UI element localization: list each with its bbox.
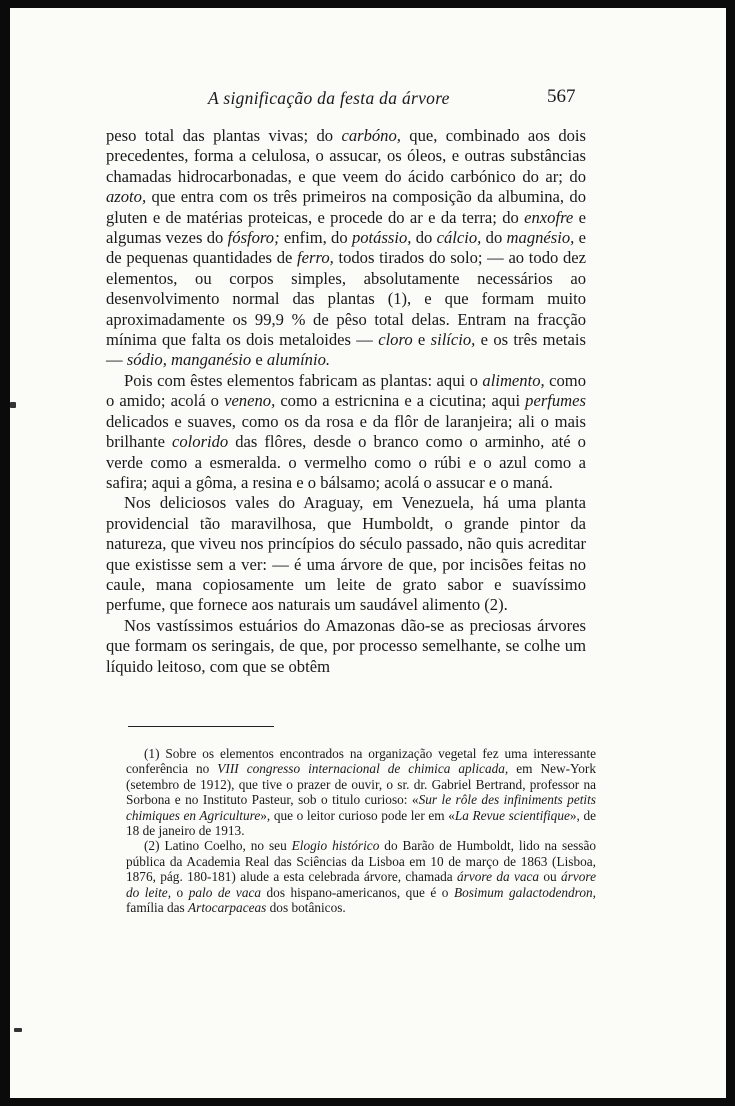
italic-text: alumínio. — [266, 350, 331, 370]
text-run: que entra com os três primeiros na composição da albumina, do gluten e de matérias proteicas, e procede do ar e da terra; do — [106, 187, 586, 227]
italic-text: árvore da vaca — [457, 869, 540, 885]
italic-text: La Revue scientifique — [454, 807, 570, 823]
text-run: família das — [126, 900, 189, 916]
text-run: das flôres, desde o branco como o arminho, até o verde como a esmeralda. o vermelho como o rúbi e o azul como a safira; aqui a gôma, a resina e o bálsamo; acolá o assucar e o maná. — [106, 432, 586, 492]
italic-text: VIII congresso internacional de chimica aplicada, — [217, 761, 509, 777]
text-run: como o amido; acolá o — [106, 370, 587, 411]
italic-text: Artocarpaceas — [188, 900, 267, 916]
italic-text: alimento, — [482, 370, 545, 390]
italic-text: Sur le rôle des infiniments petits chimiques en Agriculture — [126, 792, 596, 823]
text-run: o — [171, 884, 189, 900]
text-run: em New-York (setembro de 1912), que tive o prazer de ouvir, o sr. dr. Gabriel Bertrand, professor na Sorbona e no Instituto Pasteur, sob o titulo curioso: « — [126, 761, 596, 808]
margin-mark — [10, 402, 16, 408]
text-run: todos tirados do solo; — ao todo dez elementos, ou corpos simples, absolutamente necessários ao desenvolvimento normal das plantas (1), e que formam muito aproximadamente os 99,9 % de pêso total delas. Entram na fracção mínima que falta os dois metaloides — — [106, 248, 586, 350]
text-run: peso total das plantas vivas; do — [106, 126, 342, 145]
text-run: que, combinado aos dois precedentes, forma a celulosa, o assucar, os óleos, e outras substâncias chamadas hidrocarbonadas, e que veem do ácido carbónico do ar; do — [106, 126, 586, 186]
italic-text: perfumes — [525, 391, 586, 411]
text-run: e os três metais — — [106, 330, 586, 370]
italic-text: Elogio histórico — [291, 838, 380, 854]
text-run: », que o leitor curioso pode ler em « — [260, 807, 455, 823]
text-run: », de 18 de janeiro de 1913. — [126, 807, 597, 839]
italic-text: ferro, — [297, 248, 334, 268]
text-run: Nos deliciosos vales do Araguay, em Venezuela, há uma planta providencial tão maravilhosa, que Humboldt, o grande pintor da natureza, que viveu nos princípios do século passado, não quis acreditar que existisse sem a ver: — é uma árvore de que, por incisões feitas no caule, mana copiosamente um leite de grato sabor e suavíssimo perfume, que fornece aos naturais um saudável alimento (2). — [106, 493, 586, 615]
page-number: 567 — [547, 86, 576, 107]
italic-text: magnésio, — [506, 228, 575, 248]
italic-text: colorido — [172, 432, 229, 452]
text-run: e — [412, 330, 431, 350]
text-run: e — [251, 350, 267, 370]
text-run: delicados e suaves, como os da rosa e da flôr de laranjeira; ali o mais brilhante — [106, 411, 586, 452]
italic-text: enxofre — [524, 207, 574, 227]
body-paragraph — [106, 371, 586, 493]
margin-mark — [14, 1028, 22, 1032]
italic-text: palo de vaca — [188, 884, 262, 900]
running-title: A significação da festa da árvore — [208, 88, 450, 108]
italic-text: sódio, manganésio — [126, 350, 252, 370]
text-run: enfim, do — [279, 228, 352, 248]
body-paragraph — [106, 616, 586, 677]
body-paragraph — [106, 493, 586, 615]
body-paragraph — [106, 126, 586, 371]
text-run: do Barão de Humboldt, lido na sessão pública da Academia Real das Sciências da Lisboa em 10 de março de 1863 (Lisboa, 1876, pág. 180-181) alude a esta celebrada árvore, chamada — [126, 838, 596, 885]
text-run: (1) Sobre os elementos encontrados na organização vegetal fez uma interessante conferência no — [126, 746, 596, 777]
text-run: e algumas vezes do — [106, 207, 587, 248]
italic-text: potássio, — [351, 228, 412, 248]
italic-text: fósforo; — [227, 228, 280, 248]
text-run: como a estricnina e a cicutina; aqui — [275, 391, 526, 411]
footnote — [126, 838, 596, 915]
body-text — [106, 126, 586, 677]
text-run: do — [481, 228, 507, 248]
italic-text: Bosimum galactodendron, — [453, 884, 596, 900]
text-run: dos hispano-americanos, que é o — [261, 884, 454, 900]
page-header — [10, 86, 726, 116]
italic-text: cloro — [378, 330, 413, 350]
text-run: e de pequenas quantidades de — [106, 228, 586, 268]
text-run: do — [411, 228, 437, 248]
italic-text: silício, — [430, 330, 476, 350]
footnotes — [126, 746, 596, 915]
italic-text: carbóno, — [341, 126, 401, 145]
italic-text: árvore do leite, — [126, 869, 596, 900]
text-run: dos botânicos. — [266, 900, 346, 916]
italic-text: cálcio, — [436, 228, 482, 248]
book-page — [10, 8, 726, 1098]
footnote — [126, 746, 596, 838]
italic-text: azoto, — [106, 187, 147, 207]
text-run: ou — [539, 869, 562, 885]
footnote-divider — [128, 726, 274, 727]
text-run: (2) Latino Coelho, no seu — [144, 838, 292, 854]
italic-text: veneno, — [224, 391, 276, 411]
text-run: Pois com êstes elementos fabricam as plantas: aqui o — [124, 370, 483, 390]
text-run: Nos vastíssimos estuários do Amazonas dão-se as preciosas árvores que formam os seringais, de que, por processo semelhante, se colhe um líquido leitoso, com que se obtêm — [106, 615, 586, 676]
